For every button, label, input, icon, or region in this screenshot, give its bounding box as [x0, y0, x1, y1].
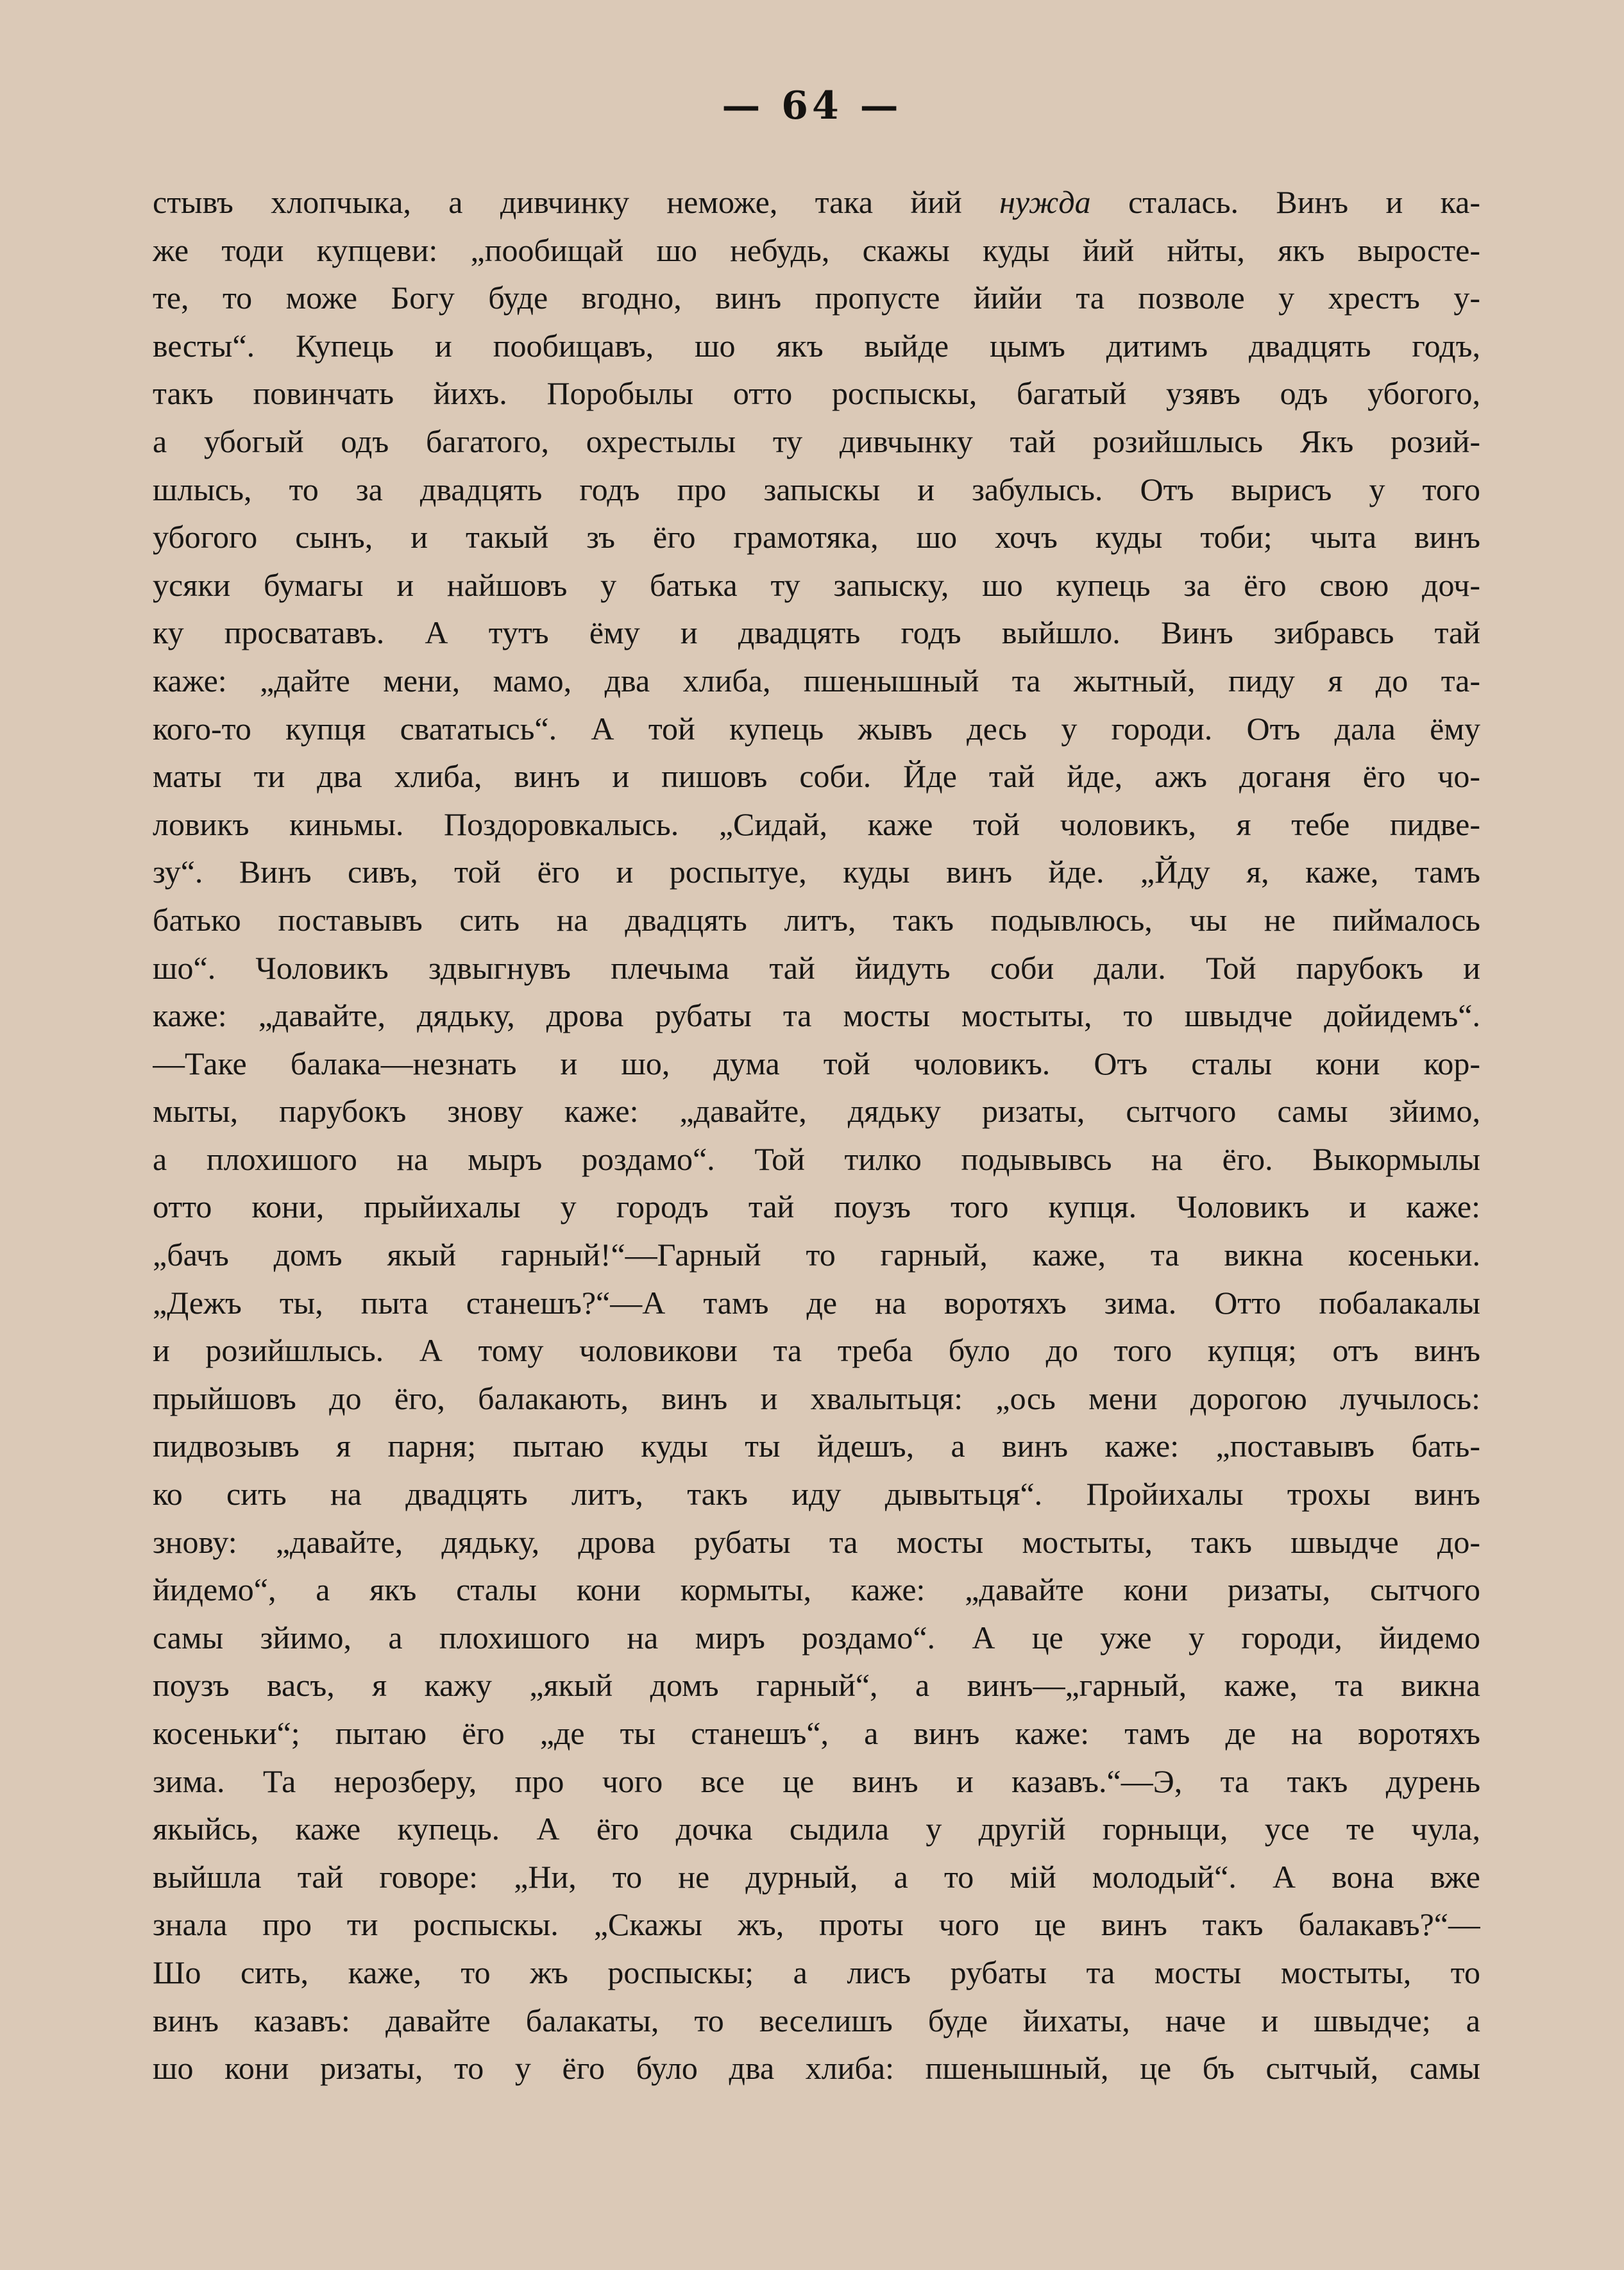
text-line: косеньки“; пытаю ёго „де ты станешъ“, а винъ каже: тамъ де на воротяхъ [153, 1715, 1480, 1751]
text-line: выйшла тай говоре: „Ни, то не дурный, а то мій молодый“. А вона вже [153, 1858, 1480, 1895]
text-line: усяки бумагы и найшовъ у батька ту запыску, шо купець за ёго свою доч- [153, 566, 1480, 603]
text-line: йидемо“, а якъ сталы кони кормыты, каже: „давайте кони ризаты, сытчого [153, 1571, 1480, 1608]
text-line: кого-то купця свататысь“. А той купець жывъ десь у городи. Отъ дала ёму [153, 710, 1480, 747]
text-line: каже: „давайте, дядьку, дрова рубаты та мосты мостыты, то швыдче дойидемъ“. [153, 997, 1480, 1034]
text-line: „бачъ домъ якый гарный!“—Гарный то гарный, каже, та викна косеньки. [153, 1237, 1480, 1273]
text-line: каже: „дайте мени, мамо, два хлиба, пшенышный та жытный, пиду я до та- [153, 662, 1480, 699]
text-line: ку просватавъ. А тутъ ёму и двадцять годъ выйшло. Винъ зибравсь тай [153, 614, 1480, 651]
text-line: мыты, парубокъ знову каже: „давайте, дядьку ризаты, сытчого самы зйимо, [153, 1093, 1480, 1130]
text-line: якыйсь, каже купець. А ёго дочка сыдила у другій горныци, усе те чула, [153, 1811, 1480, 1847]
text-line: и розийшлысь. А тому чоловикови та треба було до того купця; отъ винъ [153, 1332, 1480, 1369]
text-line: ловикъ киньмы. Поздоровкалысь. „Сидай, каже той чоловикъ, я тебе пидве- [153, 806, 1480, 842]
text-line: шо кони ризаты, то у ёго було два хлиба: пшенышный, це бъ сытчый, самы [153, 2050, 1480, 2087]
text-line: маты ти два хлиба, винъ и пишовъ соби. Йде тай йде, ажъ доганя ёго чо- [153, 758, 1480, 795]
text-line: отто кони, прыйихалы у городъ тай поузъ того купця. Чоловикъ и каже: [153, 1189, 1480, 1225]
text-line: „Дежъ ты, пыта станешъ?“—А тамъ де на воротяхъ зима. Отто побалакалы [153, 1284, 1480, 1321]
text-line: а плохишого на мыръ роздамо“. Той тилко подывывсь на ёго. Выкормылы [153, 1140, 1480, 1177]
text-line: шо“. Чоловикъ здвыгнувъ плечыма тай йидуть соби дали. Той парубокъ и [153, 949, 1480, 986]
text-line: весты“. Купець и пообищавъ, шо якъ выйде цымъ дитимъ двадцять годъ, [153, 327, 1480, 364]
text-line: винъ казавъ: давайте балакаты, то веселишъ буде йихаты, наче и швыдче; а [153, 2002, 1480, 2038]
text-line: —Таке балака—незнать и шо, дума той чоловикъ. Отъ сталы кони кор- [153, 1045, 1480, 1081]
text-line: те, то може Богу буде вгодно, винъ пропусте йийи та позволе у хрестъ у- [153, 280, 1480, 316]
text-line: ко сить на двадцять литъ, такъ иду дывытьця“. Пройихалы трохы винъ [153, 1476, 1480, 1512]
text-line: убогого сынъ, и такый зъ ёго грамотяка, шо хочъ куды тоби; чыта винъ [153, 519, 1480, 555]
italic-word: нужда [999, 184, 1091, 220]
text-line: знову: „давайте, дядьку, дрова рубаты та мосты мостыты, такъ швыдче до- [153, 1523, 1480, 1560]
text-line: пидвозывъ я парня; пытаю куды ты йдешъ, а винъ каже: „поставывъ бать- [153, 1428, 1480, 1464]
text-line: Шо сить, каже, то жъ роспыскы; а лисъ рубаты та мосты мостыты, то [153, 1954, 1480, 1990]
text-line: а убогый одъ багатого, охрестылы ту дивчынку тай розийшлысь Якъ розий- [153, 423, 1480, 459]
page-number: — 64 — [722, 83, 902, 128]
text-line: поузъ васъ, я кажу „якый домъ гарный“, а винъ—„гарный, каже, та викна [153, 1667, 1480, 1704]
text-line: стывъ хлопчыка, а дивчинку неможе, така йий нужда сталась. Винъ и ка- [153, 184, 1480, 220]
text-line: самы зйимо, а плохишого на миръ роздамо“. А це уже у городи, йидемо [153, 1619, 1480, 1656]
text-line: же тоди купцеви: „пообищай шо небудь, скажы куды йий нйты, якъ выросте- [153, 232, 1480, 268]
text-line: батько поставывъ сить на двадцять литъ, такъ подывлюсь, чы не пиймалось [153, 901, 1480, 938]
text-line: знала про ти роспыскы. „Скажы жъ, проты чого це винъ такъ балакавъ?“— [153, 1906, 1480, 1943]
text-line: такъ повинчать йихъ. Поробылы отто роспыскы, багатый узявъ одъ убогого, [153, 375, 1480, 412]
text-line: прыйшовъ до ёго, балакають, винъ и хвалытьця: „ось мени дорогою лучылось: [153, 1380, 1480, 1416]
text-line: зу“. Винъ сивъ, той ёго и роспытуе, куды винъ йде. „Йду я, каже, тамъ [153, 854, 1480, 890]
text-line: шлысь, то за двадцять годъ про запыскы и забулысь. Отъ вырисъ у того [153, 471, 1480, 507]
body-text [153, 178, 1480, 2092]
text-line: зима. Та нерозберу, про чого все це винъ и казавъ.“—Э, та такъ дурень [153, 1763, 1480, 1799]
